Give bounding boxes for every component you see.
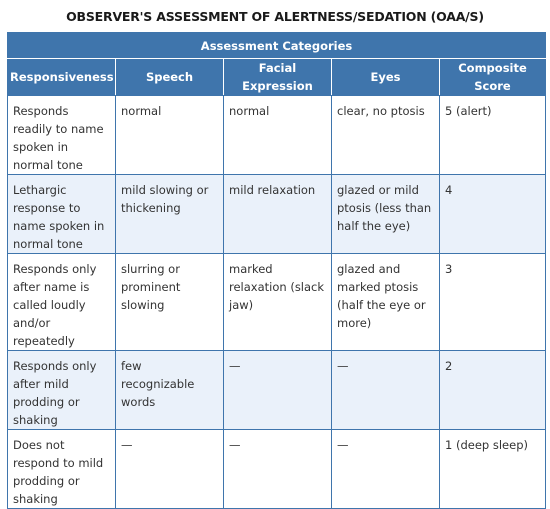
- cell-speech: slurring or prominent slowing: [116, 254, 224, 351]
- cell-speech: mild slowing or thickening: [116, 175, 224, 254]
- table-row: [8, 96, 546, 175]
- cell-eyes: clear, no ptosis: [332, 96, 440, 175]
- cell-composite-score: 2: [440, 351, 546, 430]
- cell-eyes: —: [332, 351, 440, 430]
- cell-facial-expression: marked relaxation (slack jaw): [224, 254, 332, 351]
- page-title: OBSERVER'S ASSESSMENT OF ALERTNESS/SEDATION (OAA/S): [66, 9, 484, 24]
- column-header-row: [8, 59, 546, 96]
- group-header: Assessment Categories: [8, 33, 546, 59]
- cell-eyes: —: [332, 430, 440, 509]
- cell-composite-score: 5 (alert): [440, 96, 546, 175]
- column-header-responsiveness: Responsiveness: [8, 59, 116, 96]
- cell-eyes: glazed or mild ptosis (less than half the eye): [332, 175, 440, 254]
- cell-speech: —: [116, 430, 224, 509]
- cell-responsiveness: Responds only after mild prodding or shaking: [8, 351, 116, 430]
- cell-responsiveness: Lethargic response to name spoken in normal tone: [8, 175, 116, 254]
- cell-composite-score: 1 (deep sleep): [440, 430, 546, 509]
- column-header-facial-expression: Facial Expression: [224, 59, 332, 96]
- column-header-eyes: Eyes: [332, 59, 440, 96]
- column-header-speech: Speech: [116, 59, 224, 96]
- oaas-table: [7, 32, 546, 509]
- cell-facial-expression: mild relaxation: [224, 175, 332, 254]
- table-row: [8, 430, 546, 509]
- cell-facial-expression: normal: [224, 96, 332, 175]
- column-header-composite-score: Composite Score: [440, 59, 546, 96]
- cell-speech: few recognizable words: [116, 351, 224, 430]
- table-row: [8, 254, 546, 351]
- cell-responsiveness: Responds readily to name spoken in normal tone: [8, 96, 116, 175]
- group-header-row: [8, 33, 546, 59]
- cell-eyes: glazed and marked ptosis (half the eye or more): [332, 254, 440, 351]
- table-row: [8, 351, 546, 430]
- cell-facial-expression: —: [224, 351, 332, 430]
- cell-responsiveness: Responds only after name is called loudly and/or repeatedly: [8, 254, 116, 351]
- cell-facial-expression: —: [224, 430, 332, 509]
- cell-composite-score: 3: [440, 254, 546, 351]
- cell-responsiveness: Does not respond to mild prodding or shaking: [8, 430, 116, 509]
- table-row: [8, 175, 546, 254]
- cell-speech: normal: [116, 96, 224, 175]
- cell-composite-score: 4: [440, 175, 546, 254]
